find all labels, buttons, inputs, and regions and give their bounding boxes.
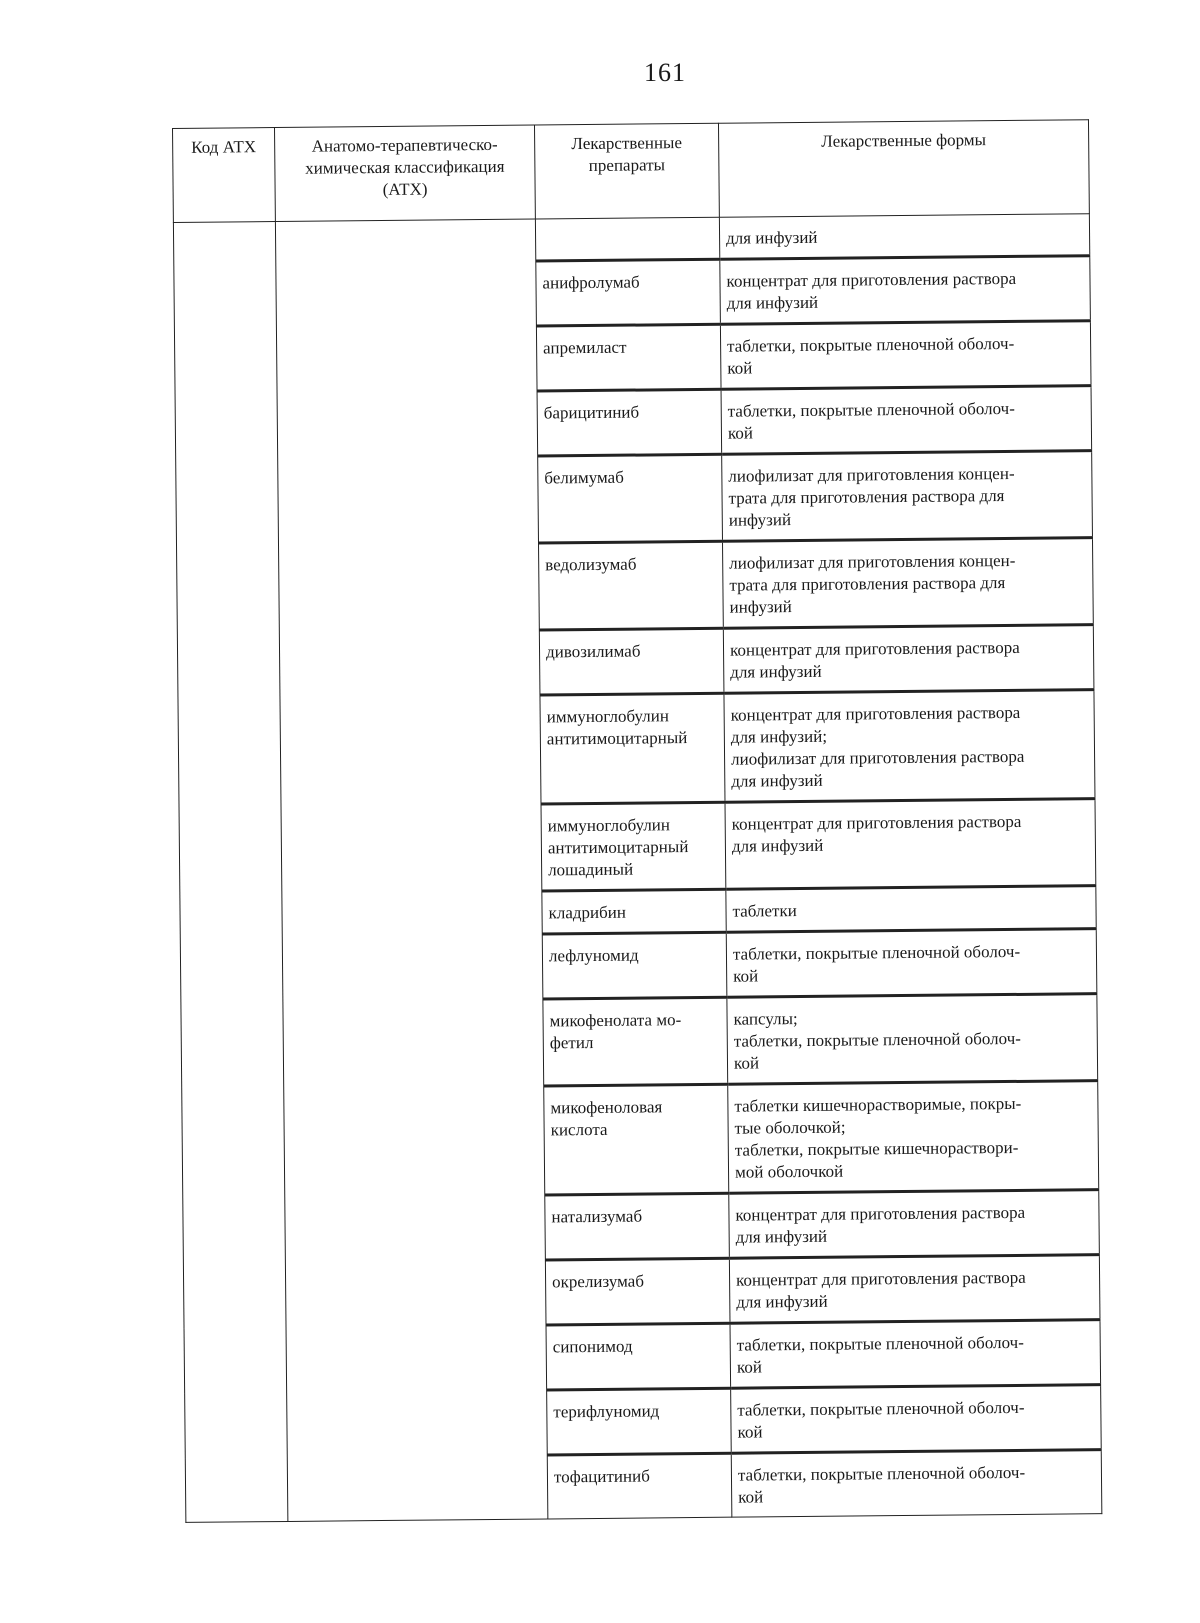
dosage-form-cell	[731, 1385, 1102, 1454]
dosage-form-line: для инфузий	[730, 661, 822, 682]
drug-name-line: натализумаб	[551, 1206, 643, 1227]
page-number: 161	[644, 58, 686, 87]
drug-name-line: белимумаб	[544, 467, 624, 488]
header-classification-line-1: Анатомо-терапевтическо-	[311, 134, 498, 156]
dosage-form-cell	[721, 386, 1092, 455]
dosage-form-line: таблетки, покрытые пленочной оболоч-	[736, 1332, 1024, 1355]
dosage-form-cell	[723, 625, 1094, 694]
dosage-form-cell	[729, 1190, 1100, 1259]
atc-drug-table	[172, 119, 1102, 1523]
dosage-form-line: концентрат для приготовления раствора	[735, 1202, 1026, 1225]
drug-cell	[536, 324, 721, 391]
drug-cell	[538, 454, 723, 543]
dosage-form-cell	[719, 214, 1089, 260]
dosage-form-line: кой	[736, 1357, 763, 1377]
drug-cell	[547, 1388, 732, 1455]
dosage-form-line: таблетки, покрытые пленочной оболоч-	[727, 333, 1015, 356]
dosage-form-cell	[727, 994, 1098, 1085]
dosage-form-line: для инфузий	[725, 227, 818, 248]
dosage-form-line: лиофилизат для приготовления концен-	[728, 463, 1015, 486]
dosage-form-line: кой	[733, 1053, 760, 1073]
dosage-form-line: таблетки, покрытые кишечнораствори-	[734, 1137, 1019, 1160]
code-cell	[173, 222, 287, 1523]
drug-name-line: терифлуномид	[553, 1401, 660, 1422]
drug-name-line: микофеноловая	[550, 1097, 663, 1118]
drug-name-line: иммуноглобулин	[546, 706, 670, 727]
header-classification	[275, 125, 536, 221]
dosage-form-cell	[722, 538, 1093, 629]
drug-cell	[546, 1323, 731, 1390]
dosage-form-line: таблетки, покрытые пленочной оболоч-	[727, 398, 1015, 421]
dosage-form-cell	[720, 321, 1091, 390]
drug-name-line: тофацитиниб	[553, 1466, 650, 1487]
header-drugs-line-1: Лекарственные	[571, 133, 683, 154]
dosage-form-cell	[730, 1320, 1101, 1389]
drug-name-line: микофенолата мо-	[549, 1010, 682, 1031]
dosage-form-line: концентрат для приготовления раствора	[729, 637, 1020, 660]
dosage-form-line: кой	[738, 1487, 764, 1507]
drug-cell	[536, 259, 721, 326]
drug-cell	[545, 1193, 730, 1260]
dosage-form-line: капсулы;	[733, 1009, 798, 1029]
dosage-form-cell	[729, 1255, 1100, 1324]
drug-name-line: лошадиный	[548, 859, 634, 880]
dosage-form-line: для инфузий	[731, 835, 824, 856]
header-drugs-line-2: препараты	[588, 155, 666, 176]
header-drugs	[534, 123, 719, 219]
drug-name-line: антитимоцитарный	[547, 837, 689, 858]
dosage-form-cell	[725, 799, 1096, 890]
dosage-form-line: концентрат для приготовления раствора	[735, 1267, 1026, 1290]
dosage-form-line: таблетки, покрытые пленочной оболоч-	[733, 1028, 1021, 1051]
drug-cell	[539, 541, 724, 630]
drug-name-line: апремиласт	[543, 337, 627, 358]
dosage-form-cell	[720, 256, 1091, 325]
header-code: Код АТХ	[173, 128, 276, 223]
dosage-form-line: лиофилизат для приготовления раствора	[730, 746, 1025, 769]
dosage-form-cell	[731, 1450, 1102, 1518]
drug-cell	[541, 802, 726, 891]
dosage-form-cell	[726, 929, 1097, 998]
drug-name-line: иммуноглобулин	[547, 815, 671, 836]
dosage-form-cell	[724, 690, 1095, 803]
header-forms: Лекарственные формы	[718, 120, 1089, 218]
drug-cell	[543, 997, 728, 1086]
drug-name-line: ведолизумаб	[545, 554, 637, 575]
drug-name-line: сипонимод	[552, 1336, 633, 1357]
dosage-form-line: лиофилизат для приготовления концен-	[729, 550, 1016, 573]
dosage-form-line: таблетки кишечнорастворимые, покры-	[734, 1093, 1022, 1116]
drug-name-line: кислота	[550, 1119, 608, 1140]
dosage-form-line: таблетки, покрытые пленочной оболоч-	[732, 941, 1021, 964]
dosage-form-line: кой	[733, 966, 759, 986]
drug-cell	[547, 1453, 732, 1519]
dosage-form-line: концентрат для приготовления раствора	[726, 268, 1017, 291]
dosage-form-line: кой	[727, 358, 753, 378]
drug-name-line: кладрибин	[548, 902, 627, 923]
dosage-form-line: инфузий	[728, 510, 792, 530]
dosage-form-line: трата для приготовления раствора для	[728, 486, 1005, 508]
dosage-form-line: трата для приготовления раствора для	[729, 573, 1006, 595]
header-classification-line-2: химическая классификация	[305, 156, 505, 178]
drug-cell	[544, 1084, 729, 1195]
dosage-form-line: для инфузий	[736, 1291, 828, 1312]
drug-name-line: анифролумаб	[542, 272, 640, 293]
drug-cell	[539, 628, 724, 695]
dosage-form-line: таблетки, покрытые пленочной оболоч-	[737, 1462, 1026, 1485]
dosage-form-line: для инфузий	[731, 770, 823, 791]
drug-name-line: лефлуномид	[548, 945, 639, 966]
dosage-form-line: таблетки, покрытые пленочной оболоч-	[737, 1397, 1025, 1420]
dosage-form-line: кой	[727, 423, 754, 443]
drug-name-line: барицитиниб	[543, 402, 640, 423]
header-classification-line-3: (АТХ)	[382, 179, 428, 199]
drug-cell	[542, 932, 727, 999]
table-body	[173, 214, 1101, 1523]
dosage-form-line: для инфузий	[726, 292, 819, 313]
dosage-form-line: инфузий	[729, 597, 792, 617]
drug-cell	[540, 693, 725, 804]
drug-cell	[537, 389, 722, 456]
drug-cell	[535, 217, 719, 261]
dosage-form-cell	[726, 886, 1096, 933]
drug-cell	[542, 889, 726, 934]
dosage-form-line: мой оболочкой	[734, 1161, 844, 1182]
dosage-form-cell	[722, 451, 1093, 542]
dosage-form-line: кой	[737, 1422, 763, 1442]
table-header	[173, 120, 1090, 223]
dosage-form-line: для инфузий	[735, 1226, 828, 1247]
drug-name-line: дивозилимаб	[545, 641, 641, 662]
dosage-form-line: тые оболочкой;	[734, 1117, 846, 1138]
drug-name-line: антитимоцитарный	[546, 728, 688, 749]
classification-cell	[275, 219, 547, 1521]
dosage-form-line: концентрат для приготовления раствора	[730, 702, 1021, 725]
drug-name-line: окрелизумаб	[552, 1271, 645, 1292]
drug-cell	[545, 1258, 730, 1325]
dosage-form-cell	[728, 1081, 1099, 1194]
drug-name-line: фетил	[549, 1032, 594, 1053]
dosage-form-line: таблетки	[732, 901, 797, 921]
dosage-form-line: для инфузий;	[730, 726, 828, 747]
dosage-form-line: концентрат для приготовления раствора	[731, 811, 1022, 834]
